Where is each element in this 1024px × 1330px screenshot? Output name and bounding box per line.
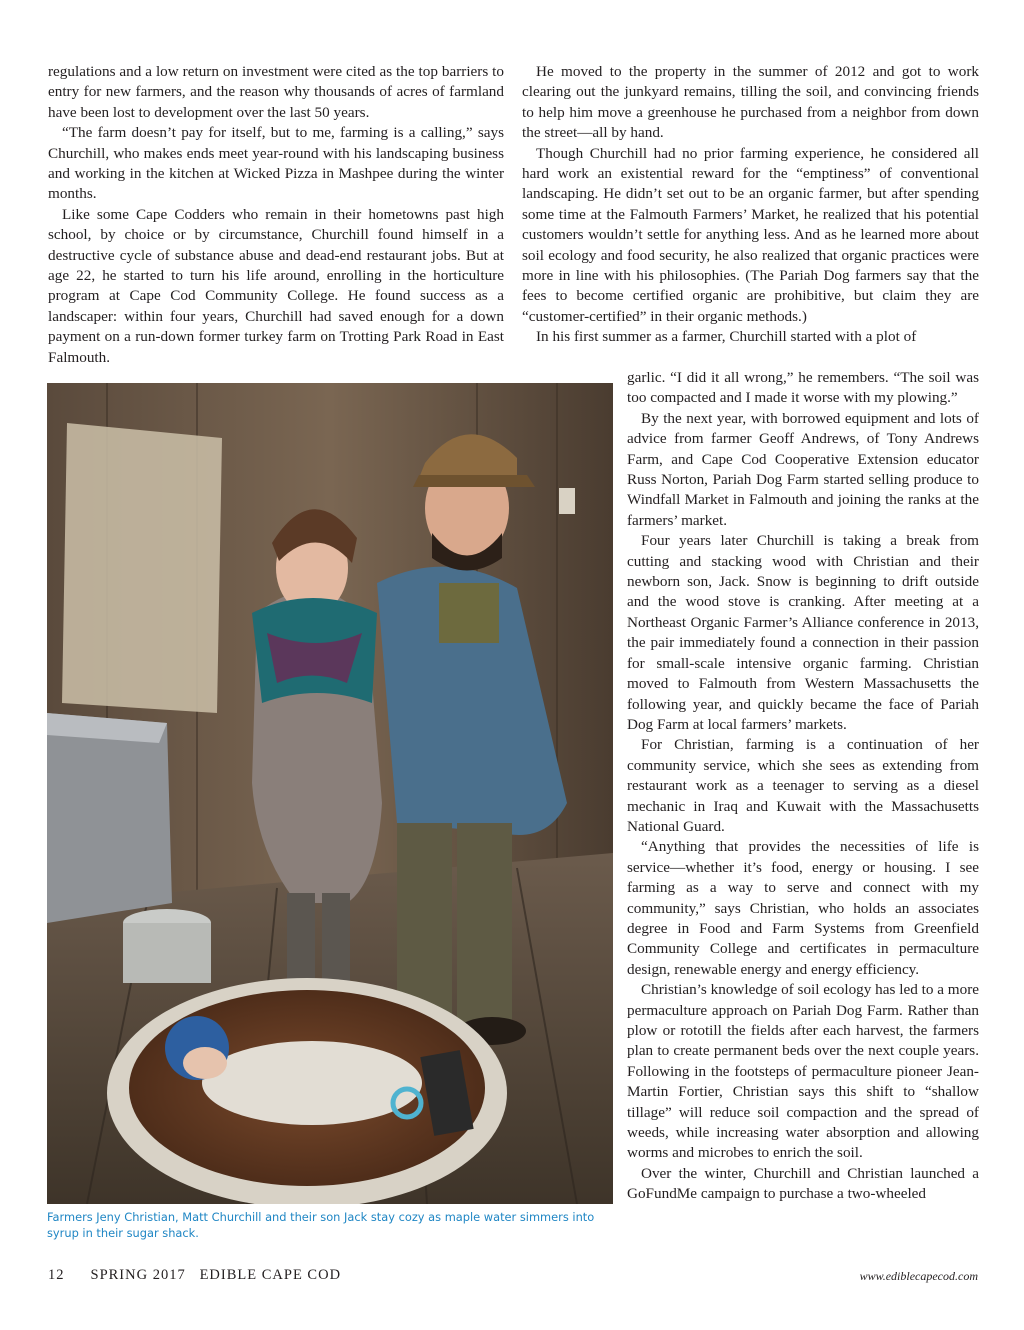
paragraph: In his first summer as a farmer, Churchill started with a plot of [536, 328, 917, 346]
paragraph: garlic. “I did it all wrong,” he remembers. “The soil was too compacted and I made it worse with my plowing.” [627, 369, 979, 407]
page-number: 12 [48, 1267, 65, 1283]
article-column-left [48, 62, 504, 368]
paragraph: regulations and a low return on investment were cited as the top barriers to entry for new farmers, and the reason why thousands of acres of farmland have been lost to development over the last 50 years. [48, 63, 504, 121]
article-column-right-top [522, 62, 979, 348]
family-photo [47, 383, 613, 1204]
paragraph: Though Churchill had no prior farming experience, he considered all hard work an existential reward for the “emptiness” of conventional landscaping. He didn’t set out to be an organic farmer, but after spending some time at the Falmouth Farmers’ Market, he realized that his potential customers wouldn’t settle for anything less. And as he learned more about soil ecology and food security, he also realized that organic practices were more in line with his philosophies. (The Pariah Dog farmers say that the fees to become certified organic are prohibitive, but claim they are “customer-certified” in their organic methods.) [522, 144, 979, 325]
publication-name: SPRING 2017 EDIBLE CAPE COD [90, 1267, 342, 1283]
family-photo-illustration [47, 383, 613, 1204]
paragraph: “The farm doesn’t pay for itself, but to me, farming is a calling,” says Churchill, who makes ends meet year-round with his landscaping business and working in the kitchen at Wicked Pizza in Mashpee during the winter months. [48, 124, 504, 203]
paragraph: Four years later Churchill is taking a break from cutting and stacking wood with Christian and their newborn son, Jack. Snow is beginning to drift outside and the wood stove is cranking. After meeting at a Northeast Organic Farmer’s Alliance conference in 2013, the pair immediately found a connection in their passion for small-scale intensive organic farming. Christian moved to Falmouth from Western Massachusetts the following year, and quickly became the face of Pariah Dog Farm at local farmers’ markets. [627, 532, 979, 733]
paragraph: Like some Cape Codders who remain in their hometowns past high school, by choice or by circumstance, Churchill found himself in a destructive cycle of substance abuse and dead-end restaurant jobs. But at age 22, he started to turn his life around, enrolling in the horticulture program at Cape Cod Community College. He found success as a landscaper: within four years, Churchill had saved enough for a down payment on a run-down former turkey farm on Trotting Park Road in East Falmouth. [48, 205, 504, 366]
paragraph: “Anything that provides the necessities of life is service—whether it’s food, energy or housing. I see farming as a way to serve and connect with my community,” says Christian, who holds an associates degree in Food and Farm Systems from Greenfield Community College and certificates in permaculture design, renewable energy and energy efficiency. [627, 838, 979, 978]
photo-caption: Farmers Jeny Christian, Matt Churchill and their son Jack stay cozy as maple water simmers into syrup in their sugar shack. [47, 1210, 595, 1240]
paragraph: Christian’s knowledge of soil ecology has led to a more permaculture approach on Pariah Dog Farm. Rather than plow or rototill the fields after each harvest, the farmers plan to create permanent beds over the next couple years. Following in the footsteps of permaculture pioneer Jean-Martin Fortier, Christian says this shift to “shallow tillage” will reduce soil compaction and the spread of weeds, while increasing water absorption and allowing worms and microbes to enrich the soil. [627, 981, 979, 1162]
paragraph: He moved to the property in the summer of 2012 and got to work clearing out the junkyard remains, tilling the soil, and convincing friends to help him move a greenhouse he purchased from a neighbor from down the street—all by hand. [522, 63, 979, 142]
paragraph: By the next year, with borrowed equipment and lots of advice from farmer Geoff Andrews, of Tony Andrews Farm, and Cape Cod Cooperative Extension educator Russ Norton, Pariah Dog Farm started selling produce to Windfall Market in Falmouth and joining the ranks at the farmers’ market. [627, 409, 979, 529]
paragraph: Over the winter, Churchill and Christian launched a GoFundMe campaign to purchase a two-wheeled [627, 1164, 979, 1203]
article-column-right-wrap [627, 368, 979, 1205]
website-url: www.ediblecapecod.com [859, 1269, 978, 1283]
footer-left [48, 1267, 341, 1284]
paragraph: For Christian, farming is a continuation of her community service, which she sees as extending from restaurant work as a teenager to serving as a diesel mechanic in Iraq and Kuwait with the Massachusetts National Guard. [627, 736, 979, 835]
